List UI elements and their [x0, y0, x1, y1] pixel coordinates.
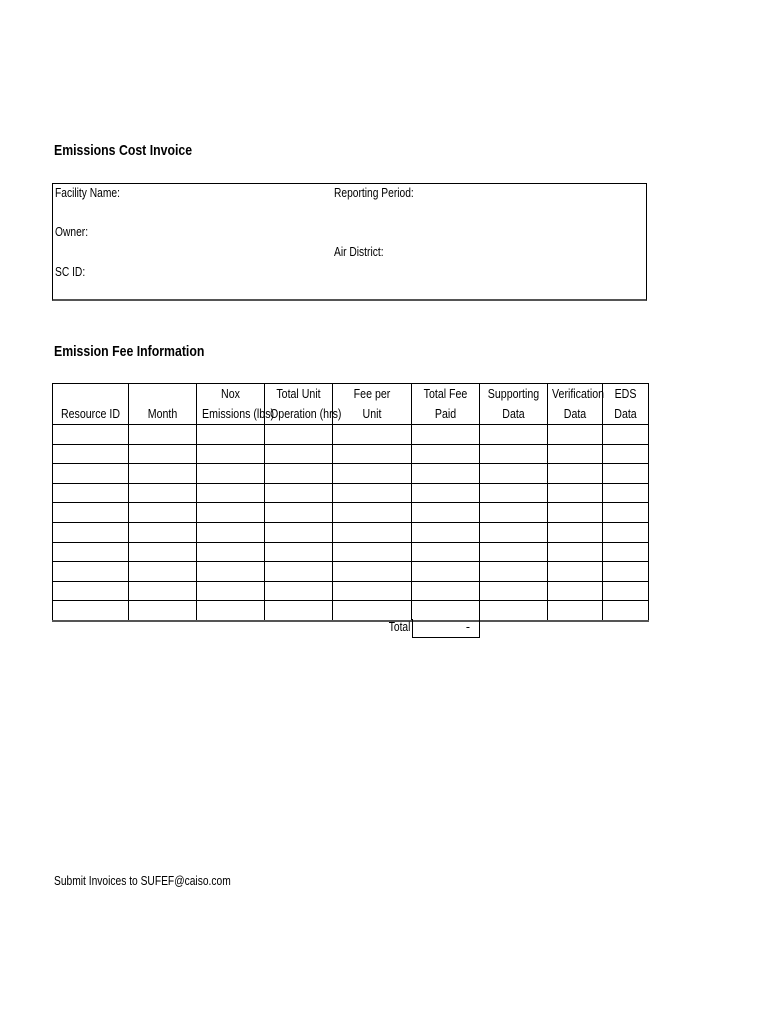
- table-cell[interactable]: [197, 601, 265, 621]
- table-cell[interactable]: [197, 522, 265, 542]
- table-cell[interactable]: [412, 483, 480, 503]
- col-month: Month: [129, 384, 197, 425]
- table-cell[interactable]: [548, 464, 603, 484]
- table-cell[interactable]: [548, 581, 603, 601]
- table-cell[interactable]: [548, 522, 603, 542]
- table-cell[interactable]: [265, 425, 333, 445]
- table-cell[interactable]: [53, 542, 129, 562]
- table-cell[interactable]: [480, 562, 548, 582]
- table-row: [53, 601, 649, 621]
- table-cell[interactable]: [603, 444, 649, 464]
- table-cell[interactable]: [265, 581, 333, 601]
- table-cell[interactable]: [603, 483, 649, 503]
- table-cell[interactable]: [603, 464, 649, 484]
- table-cell[interactable]: [129, 503, 197, 523]
- total-value-cell: -: [412, 619, 480, 638]
- table-cell[interactable]: [197, 464, 265, 484]
- table-cell[interactable]: [412, 464, 480, 484]
- owner-label: Owner:: [55, 225, 89, 239]
- table-cell[interactable]: [412, 601, 480, 621]
- col-verification-data: Verification Data: [548, 384, 603, 425]
- table-row: [53, 542, 649, 562]
- table-cell[interactable]: [53, 425, 129, 445]
- table-row: [53, 562, 649, 582]
- table-cell[interactable]: [333, 425, 412, 445]
- table-cell[interactable]: [548, 542, 603, 562]
- table-cell[interactable]: [265, 483, 333, 503]
- table-cell[interactable]: [603, 562, 649, 582]
- table-header-row: [53, 384, 649, 425]
- table-cell[interactable]: [548, 483, 603, 503]
- col-total-unit-operation: Total Unit Operation (hrs): [265, 384, 333, 425]
- table-cell[interactable]: [480, 581, 548, 601]
- table-cell[interactable]: [53, 503, 129, 523]
- table-cell[interactable]: [480, 601, 548, 621]
- table-cell[interactable]: [480, 464, 548, 484]
- table-cell[interactable]: [265, 444, 333, 464]
- table-cell[interactable]: [129, 581, 197, 601]
- table-row: [53, 503, 649, 523]
- table-row: [53, 464, 649, 484]
- table-row: [53, 483, 649, 503]
- table-cell[interactable]: [265, 542, 333, 562]
- table-cell[interactable]: [548, 503, 603, 523]
- table-cell[interactable]: [603, 425, 649, 445]
- table-cell[interactable]: [53, 522, 129, 542]
- table-cell[interactable]: [197, 444, 265, 464]
- table-cell[interactable]: [53, 581, 129, 601]
- table-cell[interactable]: [412, 522, 480, 542]
- table-cell[interactable]: [333, 503, 412, 523]
- table-cell[interactable]: [603, 601, 649, 621]
- table-cell[interactable]: [548, 425, 603, 445]
- table-cell[interactable]: [129, 464, 197, 484]
- reporting-period-label: Reporting Period:: [334, 186, 414, 200]
- table-cell[interactable]: [129, 522, 197, 542]
- table-cell[interactable]: [129, 483, 197, 503]
- table-cell[interactable]: [480, 542, 548, 562]
- table-cell[interactable]: [480, 444, 548, 464]
- col-resource-id: Resource ID: [53, 384, 129, 425]
- emission-fee-table: [52, 383, 649, 622]
- table-row: [53, 581, 649, 601]
- table-cell[interactable]: [53, 562, 129, 582]
- table-cell[interactable]: [333, 464, 412, 484]
- col-total-fee-paid: Total Fee Paid: [412, 384, 480, 425]
- invoice-title: Emissions Cost Invoice: [54, 142, 193, 159]
- table-cell[interactable]: [480, 503, 548, 523]
- table-cell[interactable]: [548, 601, 603, 621]
- air-district-label: Air District:: [334, 245, 384, 259]
- col-nox-emissions: Nox Emissions (lbs): [197, 384, 265, 425]
- table-cell[interactable]: [53, 444, 129, 464]
- table-cell[interactable]: [197, 562, 265, 582]
- emission-fee-title: Emission Fee Information: [54, 343, 205, 360]
- table-cell[interactable]: [197, 483, 265, 503]
- sc-id-label: SC ID:: [55, 265, 86, 279]
- table-cell[interactable]: [129, 542, 197, 562]
- table-cell[interactable]: [412, 581, 480, 601]
- table-cell[interactable]: [197, 503, 265, 523]
- table-cell[interactable]: [480, 522, 548, 542]
- table-cell[interactable]: [265, 562, 333, 582]
- table-cell[interactable]: [53, 483, 129, 503]
- table-cell[interactable]: [197, 425, 265, 445]
- table-cell[interactable]: [480, 425, 548, 445]
- table-cell[interactable]: [53, 464, 129, 484]
- table-cell[interactable]: [129, 601, 197, 621]
- table-cell[interactable]: [265, 601, 333, 621]
- table-cell[interactable]: [412, 444, 480, 464]
- col-eds-data: EDS Data: [603, 384, 649, 425]
- table-cell[interactable]: [548, 562, 603, 582]
- table-row: [53, 444, 649, 464]
- table-cell[interactable]: [197, 581, 265, 601]
- table-cell[interactable]: [603, 581, 649, 601]
- col-supporting-data: Supporting Data: [480, 384, 548, 425]
- table-row: [53, 522, 649, 542]
- table-cell[interactable]: [333, 601, 412, 621]
- table-cell[interactable]: [412, 425, 480, 445]
- table-cell[interactable]: [333, 542, 412, 562]
- table-cell[interactable]: [603, 503, 649, 523]
- table-cell[interactable]: [333, 522, 412, 542]
- table-cell[interactable]: [603, 522, 649, 542]
- table-cell[interactable]: [548, 444, 603, 464]
- table-row: [53, 425, 649, 445]
- table-cell[interactable]: [412, 562, 480, 582]
- table-cell[interactable]: [265, 522, 333, 542]
- table-cell[interactable]: [480, 483, 548, 503]
- col-fee-per-unit: Fee per Unit: [333, 384, 412, 425]
- table-cell[interactable]: [333, 581, 412, 601]
- table-cell[interactable]: [412, 503, 480, 523]
- table-cell[interactable]: [129, 562, 197, 582]
- table-cell[interactable]: [53, 601, 129, 621]
- table-cell[interactable]: [333, 562, 412, 582]
- table-cell[interactable]: [412, 542, 480, 562]
- table-cell[interactable]: [129, 425, 197, 445]
- table-cell[interactable]: [603, 542, 649, 562]
- facility-info-box: [52, 183, 647, 301]
- facility-name-label: Facility Name:: [55, 186, 120, 200]
- total-label: Total: [388, 620, 410, 634]
- table-cell[interactable]: [265, 503, 333, 523]
- table-cell[interactable]: [197, 542, 265, 562]
- table-cell[interactable]: [265, 464, 333, 484]
- table-cell[interactable]: [333, 483, 412, 503]
- submit-instructions: Submit Invoices to SUFEF@caiso.com: [54, 874, 231, 888]
- table-cell[interactable]: [129, 444, 197, 464]
- table-cell[interactable]: [333, 444, 412, 464]
